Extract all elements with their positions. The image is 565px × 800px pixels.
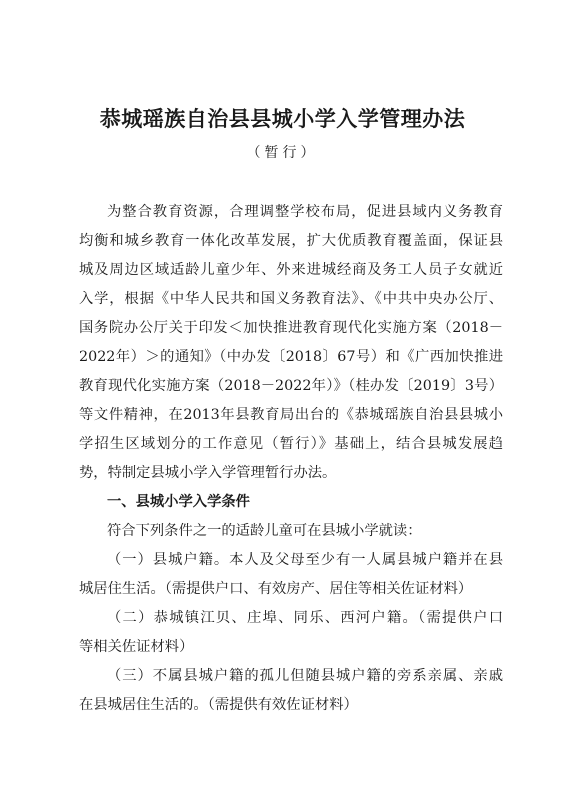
paragraph-line: 城及周边区域适龄儿童少年、外来进城经商及务工人员子女就近	[79, 262, 503, 278]
list-item-line: 在县城居住生活的。（需提供有效佐证材料）	[79, 697, 358, 713]
paragraph-line: 势，特制定县城小学入学管理暂行办法。	[79, 465, 337, 481]
paragraph-line: 符合下列条件之一的适龄儿童可在县城小学就读：	[107, 523, 422, 539]
list-item-line: 等相关佐证材料）	[79, 639, 194, 655]
paragraph-line: 等文件精神，在2013年县教育局出台的《恭城瑶族自治县县城小	[79, 407, 503, 423]
paragraph-line: 教育现代化实施方案（2018－2022年）》（桂办发〔2019〕3号）	[79, 378, 503, 394]
document-body	[79, 198, 503, 720]
list-item-line: （一）县城户籍。本人及父母至少有一人属县城户籍并在县	[107, 552, 503, 568]
paragraph-line: 2022年）＞的通知》（中办发〔2018〕67号）和《广西加快推进	[79, 349, 503, 365]
document-title: 恭城瑶族自治县县城小学入学管理办法	[99, 107, 466, 131]
paragraph-line: 入学，根据《中华人民共和国义务教育法》、《中共中央办公厅、	[79, 291, 503, 307]
document-subtitle: （暂行）	[246, 145, 319, 161]
paragraph-line: 学招生区域划分的工作意见（暂行）》基础上，结合县城发展趋	[79, 436, 503, 452]
paragraph-line: 国务院办公厅关于印发＜加快推进教育现代化实施方案（2018－	[79, 320, 503, 336]
paragraph-line: 为整合教育资源，合理调整学校布局，促进县域内义务教育	[107, 204, 503, 220]
paragraph-line: 均衡和城乡教育一体化改革发展，扩大优质教育覆盖面，保证县	[79, 233, 503, 249]
list-item-line: （二）恭城镇江贝、庄埠、同乐、西河户籍。（需提供户口	[107, 610, 503, 626]
list-item-line: 城居住生活。（需提供户口、有效房产、居住等相关佐证材料）	[79, 581, 473, 597]
list-item-line: （三）不属县城户籍的孤儿但随县城户籍的旁系亲属、亲戚	[107, 668, 503, 684]
section-heading: 一、县城小学入学条件	[107, 494, 250, 510]
